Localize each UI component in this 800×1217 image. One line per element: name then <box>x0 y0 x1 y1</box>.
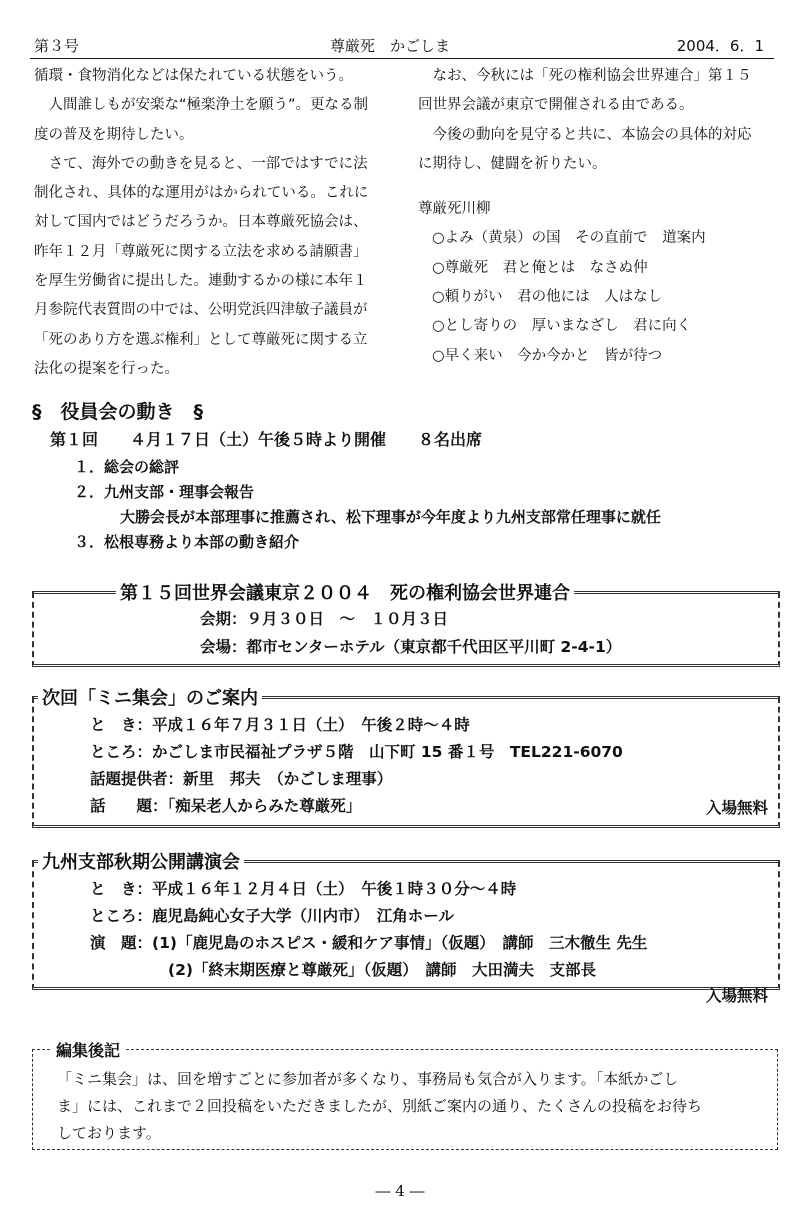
paragraph-line: 循環・食物消化などは保たれている状態をいう。 <box>34 68 353 84</box>
paragraph-line: 月参院代表質問の中では、公明党浜四津敏子議員が <box>34 302 368 319</box>
mini-meeting-title: 次回「ミニ集会」のご案内 <box>38 684 262 710</box>
senryu-item: ○早く来い 今か今かと 皆が待つ <box>432 347 663 364</box>
paragraph-line: 法化の提案を行った。 <box>34 360 179 377</box>
lecture-topic-2: (2)「終末期医療と尊厳死」（仮題） 講師 大田満夫 支部長 <box>168 961 596 979</box>
newsletter-title: 尊厳死 かごしま <box>330 37 451 55</box>
issue-date: 2004．6．1 <box>676 37 764 55</box>
agenda-item: ２．九州支部・理事会報告 <box>74 483 255 501</box>
mini-meeting-speaker: 話題提供者：新里 邦夫 （かごしま理事） <box>90 770 393 788</box>
mini-meeting-topic: 話 題：「痴呆老人からみた尊厳死」 <box>90 797 362 815</box>
admission-free-badge: 入場無料 <box>705 799 768 817</box>
senryu-title: 尊厳死川柳 <box>418 201 491 218</box>
senryu-item: ○よみ（黄泉）の国 その直前で 道案内 <box>432 230 706 247</box>
senryu-item: ○尊厳死 君と俺とは なさぬ仲 <box>432 259 648 276</box>
header-rule <box>30 58 774 59</box>
paragraph-line: 「死のあり方を選ぶ権利」として尊厳死に関する立 <box>34 331 368 348</box>
agenda-item: １．総会の総評 <box>74 458 180 476</box>
board-meeting-summary: 第１回 ４月１７日（土）午後５時より開催 ８名出席 <box>50 430 483 449</box>
agenda-detail: 大勝会長が本部理事に推薦され、松下理事が今年度より九州支部常任理事に就任 <box>120 508 661 526</box>
paragraph-line: なお、今秋には「死の権利協会世界連合」第１５ <box>418 68 752 84</box>
paragraph-line: に期待し、健闘を祈りたい。 <box>418 155 607 172</box>
paragraph-line: 昨年１２月「尊厳死に関する立法を求める請願書」 <box>34 243 368 260</box>
lecture-where: ところ：鹿児島純心女子大学（川内市） 江角ホール <box>90 907 454 925</box>
paragraph-line: 制化され、具体的な運用がはかられている。これに <box>34 185 369 202</box>
congress-period: 会期：９月３０日 ～ １０月３日 <box>200 610 449 628</box>
senryu-item: ○頼りがい 君の他には 人はなし <box>432 289 663 306</box>
editorial-title: 編集後記 <box>50 1038 126 1061</box>
paragraph-line: 度の普及を期待したい。 <box>34 126 194 143</box>
editorial-line: 「ミニ集会」は、回を増すごとに参加者が多くなり、事務局も気合が入ります。「本紙かごし <box>57 1070 679 1088</box>
world-congress-box <box>32 583 780 667</box>
paragraph-line: 対して国内ではどうだろうか。日本尊厳死協会は、 <box>34 214 368 231</box>
senryu-item: ○とし寄りの 厚いまなざし 君に向く <box>432 318 692 335</box>
mini-meeting-box <box>32 688 780 828</box>
paragraph-line: 回世界会議が東京で開催される由である。 <box>418 97 694 114</box>
right-column-text <box>418 62 788 371</box>
kyushu-lecture-box <box>32 852 780 1005</box>
paragraph-line: を厚生労働省に提出した。連動するかの様に本年１ <box>34 273 368 290</box>
mini-meeting-where: ところ：かごしま市民福祉プラザ５階 山下町 15 番１号 TEL221-6070 <box>90 743 623 761</box>
kyushu-lecture-title: 九州支部秋期公開講演会 <box>38 848 244 874</box>
editorial-body <box>57 1066 757 1147</box>
editorial-box <box>32 1040 778 1150</box>
paragraph-line: 今後の動向を見守ると共に、本協会の具体的対応 <box>418 126 752 143</box>
page-number: ― 4 ― <box>375 1182 425 1200</box>
lecture-topic-1: 演 題：(1)「鹿児島のホスピス・緩和ケア事情」（仮題） 講師 三木徹生 先生 <box>90 934 648 952</box>
issue-number: 第３号 <box>34 37 80 55</box>
admission-free-badge: 入場無料 <box>705 987 768 1005</box>
paragraph-line: 人間誰しもが安楽な“極楽浄土を願う”。更なる制 <box>34 97 369 114</box>
world-congress-title: 第１５回世界会議東京２００４ 死の権利協会世界連合 <box>116 579 574 605</box>
mini-meeting-when: と き：平成１６年７月３１日（土） 午後２時～４時 <box>90 716 470 734</box>
lecture-when: と き：平成１６年１２月４日（土） 午後１時３０分～４時 <box>90 880 517 898</box>
congress-venue: 会場：都市センターホテル（東京都千代田区平川町 2-4-1） <box>200 638 622 656</box>
left-column-text <box>34 62 404 384</box>
board-section-heading: § 役員会の動き § <box>32 401 204 423</box>
editorial-line: しております。 <box>57 1124 161 1142</box>
paragraph-line: さて、海外での動きを見ると、一部ではすでに法 <box>34 155 368 172</box>
board-agenda <box>74 455 661 555</box>
editorial-line: ま」には、これまで２回投稿をいただきましたが、別紙ご案内の通り、たくさんの投稿をお待ち <box>57 1097 703 1115</box>
agenda-item: ３．松根専務より本部の動き紹介 <box>74 533 300 551</box>
